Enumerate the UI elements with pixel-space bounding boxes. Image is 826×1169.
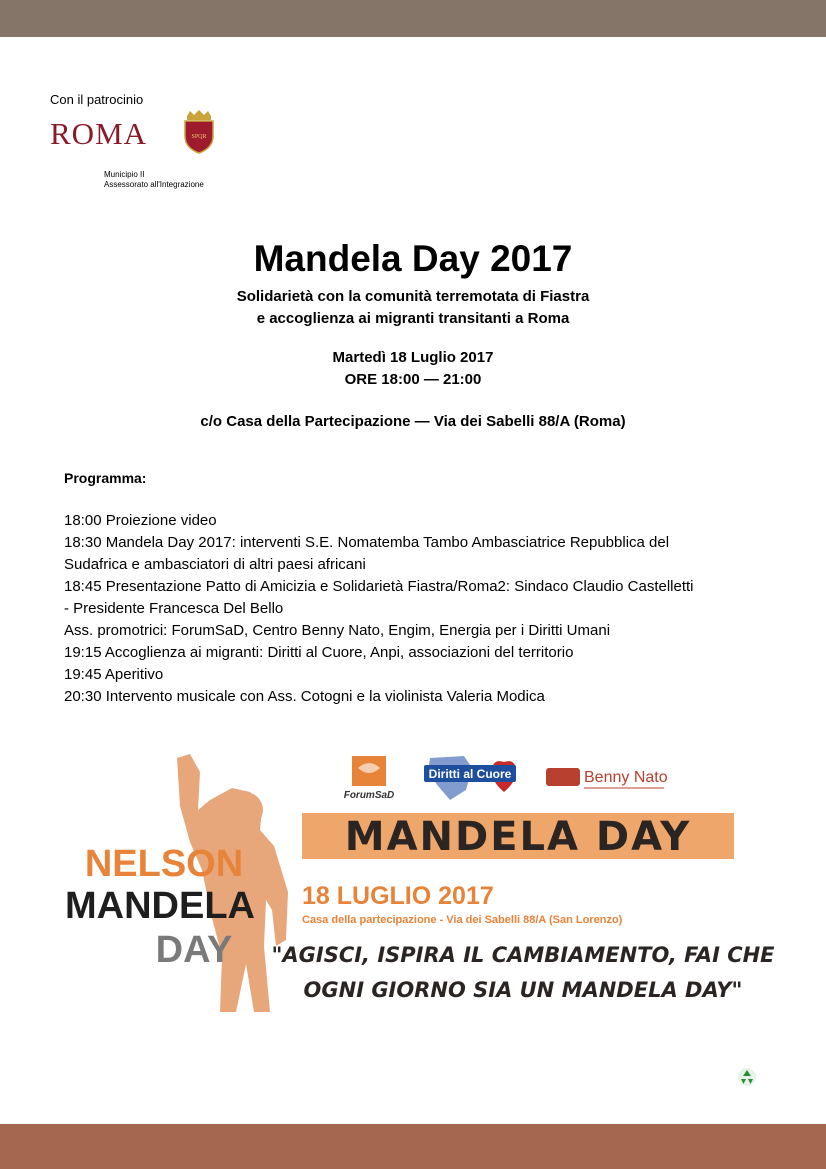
program-line: 18:00 Proiezione video	[64, 512, 217, 529]
banner-headline: MANDELA DAY	[344, 814, 692, 860]
event-time: ORE 18:00 — 21:00	[344, 371, 482, 388]
program-line: 20:30 Intervento musicale con Ass. Cotogni e la violinista Valeria Modica	[64, 688, 545, 705]
program-list	[64, 510, 764, 708]
patronage-label: Con il patrocinio	[50, 92, 144, 107]
event-date: Martedì 18 Luglio 2017	[332, 349, 494, 366]
banner-quote-line: "AGISCI, ISPIRA IL CAMBIAMENTO, FAI CHE	[271, 943, 775, 967]
bottom-bar	[0, 1124, 826, 1169]
event-venue: c/o Casa della Partecipazione — Via dei Sabelli 88/A (Roma)	[200, 413, 626, 430]
program-line: Sudafrica e ambasciatori di altri paesi africani	[64, 556, 366, 573]
roma-shield-icon	[181, 110, 217, 154]
program-line: 18:45 Presentazione Patto di Amicizia e Solidarietà Fiastra/Roma2: Sindaco Claudio Castelletti	[64, 578, 694, 595]
nm-word-nelson: NELSON	[84, 843, 244, 885]
forumsad-logo-label: ForumSaD	[343, 790, 395, 801]
program-line: 19:15 Accoglienza ai migranti: Diritti al Cuore, Anpi, associazioni del territorio	[64, 644, 574, 661]
banner-quote-line: OGNI GIORNO SIA UN MANDELA DAY"	[303, 978, 743, 1002]
benny-nato-logo-icon	[546, 768, 580, 786]
nm-word-mandela: MANDELA	[65, 885, 255, 927]
program-line: 18:30 Mandela Day 2017: interventi S.E. Nomatemba Tambo Ambasciatrice Repubblica del	[64, 534, 670, 551]
benny-nato-logo-label: Benny Nato	[584, 769, 668, 786]
mandela-day-banner	[40, 750, 800, 1030]
diritti-logo-label: Diritti al Cuore	[428, 767, 512, 781]
subtitle-line: e accoglienza ai migranti transitanti a Roma	[256, 310, 570, 327]
top-bar	[0, 0, 826, 37]
page-title: Mandela Day 2017	[253, 238, 573, 279]
program-line: Ass. promotrici: ForumSaD, Centro Benny Nato, Engim, Energia per i Diritti Umani	[64, 622, 611, 639]
subtitle-line: Solidarietà con la comunità terremotata di Fiastra	[236, 288, 590, 305]
banner-place: Casa della partecipazione - Via dei Sabelli 88/A (San Lorenzo)	[302, 914, 623, 926]
banner-date: 18 LUGLIO 2017	[302, 882, 494, 910]
municipality-line: Municipio II	[104, 170, 145, 179]
recycle-icon	[737, 1067, 757, 1087]
program-line: 19:45 Aperitivo	[64, 666, 164, 683]
program-title: Programma:	[64, 470, 147, 486]
program-line: - Presidente Francesca Del Bello	[64, 600, 284, 617]
roma-logo-text: ROMA	[50, 116, 148, 151]
svg-text:SPQR: SPQR	[191, 134, 207, 140]
municipality-line: Assessorato all'Integrazione	[104, 180, 204, 189]
nm-word-day: DAY	[155, 929, 233, 971]
municipality-block	[104, 170, 204, 190]
